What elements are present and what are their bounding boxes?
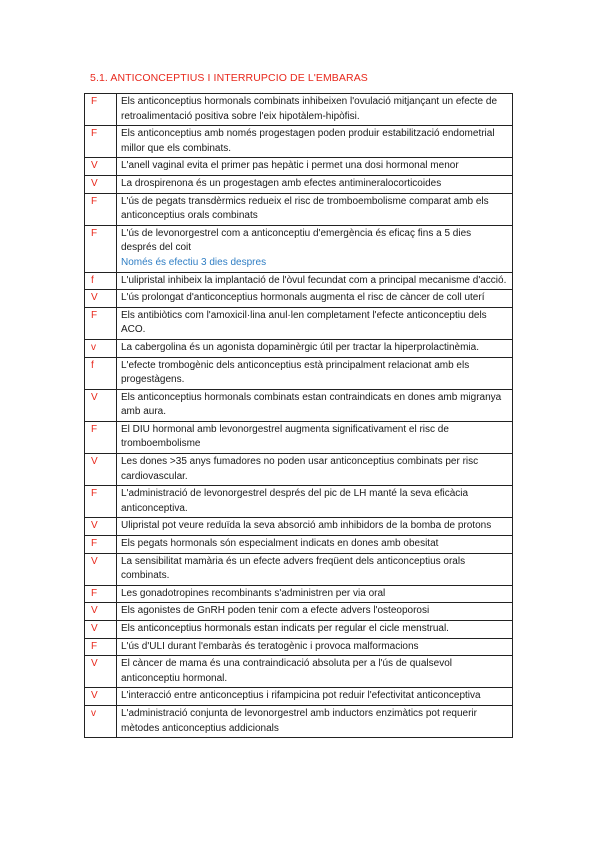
table-row — [85, 272, 513, 290]
statement-cell — [117, 339, 513, 357]
answer-cell: F — [85, 638, 117, 656]
table-row — [85, 389, 513, 421]
statement-cell — [117, 175, 513, 193]
statement-text: L'administració conjunta de levonorgestrel amb inductors enzimàtics pot requerir mètodes anticonceptius addicionals — [121, 707, 477, 734]
statement-cell — [117, 357, 513, 389]
answer-cell: v — [85, 705, 117, 737]
statement-cell — [117, 290, 513, 308]
statement-cell — [117, 553, 513, 585]
answer-cell: V — [85, 175, 117, 193]
statement-text: L'anell vaginal evita el primer pas hepàtic i permet una dosi hormonal menor — [121, 160, 459, 172]
statement-cell — [117, 454, 513, 486]
answer-cell: F — [85, 193, 117, 225]
statement-cell — [117, 536, 513, 554]
answer-cell: F — [85, 94, 117, 126]
answer-cell: V — [85, 290, 117, 308]
answer-cell: F — [85, 585, 117, 603]
answer-cell: F — [85, 225, 117, 272]
table-body — [85, 94, 513, 738]
statement-cell — [117, 585, 513, 603]
statement-cell — [117, 307, 513, 339]
table-row — [85, 290, 513, 308]
statement-text: L'ús d'ULI durant l'embaràs és teratogènic i provoca malformacions — [121, 640, 419, 652]
answer-cell: F — [85, 486, 117, 518]
correction-note: Només és efectiu 3 dies despres — [121, 256, 267, 268]
table-row — [85, 621, 513, 639]
statement-text: Els anticonceptius hormonals combinats estan contraindicats en dones amb migranya amb aura. — [121, 391, 502, 418]
statement-text: El DIU hormonal amb levonorgestrel augmenta significativament el risc de tromboembolisme — [121, 423, 449, 450]
table-row — [85, 486, 513, 518]
answer-cell: F — [85, 536, 117, 554]
answer-cell: V — [85, 553, 117, 585]
statement-text: Els anticonceptius amb només progestagen poden produir estabilització endometrial millor que els combinats. — [121, 128, 495, 154]
table-row — [85, 518, 513, 536]
answer-cell: V — [85, 688, 117, 706]
statement-text: La drospirenona és un progestagen amb efectes antimineralocorticoides — [121, 177, 442, 189]
table-row — [85, 225, 513, 272]
statement-text: La cabergolina és un agonista dopaminèrgic útil per tractar la hiperprolactinèmia. — [121, 341, 479, 353]
table-row — [85, 126, 513, 158]
statement-text: L'efecte trombogènic dels anticonceptius està principalment relacionat amb els progestàgens. — [121, 359, 470, 386]
table-row — [85, 656, 513, 688]
table-row — [85, 193, 513, 225]
table-row — [85, 705, 513, 737]
statement-text: Els anticonceptius hormonals combinats inhibeixen l'ovulació mitjançant un efecte de retroalimentació positiva sobre l'eix hipotàlem-hipòfisi. — [121, 96, 498, 122]
table-row — [85, 688, 513, 706]
statement-text: Ulipristal pot veure reduïda la seva absorció amb inhibidors de la bomba de protons — [121, 520, 492, 532]
answer-cell: f — [85, 272, 117, 290]
statement-cell — [117, 193, 513, 225]
statement-text: Els antibiòtics com l'amoxicil·lina anul·len completament l'efecte anticonceptiu dels ACO. — [121, 309, 487, 336]
answer-cell: F — [85, 126, 117, 158]
statement-cell — [117, 486, 513, 518]
statement-text: Els pegats hormonals són especialment indicats en dones amb obesitat — [121, 538, 439, 550]
statement-text: L'ús de pegats transdèrmics redueix el risc de tromboembolisme comparat amb els anticonceptius orals combinats — [121, 195, 489, 222]
table-row — [85, 307, 513, 339]
table-row — [85, 339, 513, 357]
statement-cell — [117, 225, 513, 272]
answer-cell: V — [85, 158, 117, 176]
table-row — [85, 158, 513, 176]
statement-text: La sensibilitat mamària és un efecte advers freqüent dels anticonceptius orals combinats. — [121, 555, 466, 582]
table-row — [85, 357, 513, 389]
statement-cell — [117, 272, 513, 290]
table-row — [85, 603, 513, 621]
statement-text: L'ulipristal inhibeix la implantació de l'òvul fecundat com a principal mecanisme d'acció. — [121, 274, 507, 286]
statement-cell — [117, 656, 513, 688]
table-row — [85, 421, 513, 453]
statement-cell — [117, 389, 513, 421]
statement-cell — [117, 126, 513, 158]
answer-cell: V — [85, 454, 117, 486]
statement-cell — [117, 158, 513, 176]
statement-cell — [117, 705, 513, 737]
answer-cell: V — [85, 621, 117, 639]
statement-text: L'ús prolongat d'anticonceptius hormonals augmenta el risc de càncer de coll uterí — [121, 292, 485, 304]
table-row — [85, 536, 513, 554]
table-row — [85, 585, 513, 603]
table-row — [85, 454, 513, 486]
statement-cell — [117, 421, 513, 453]
answer-cell: f — [85, 357, 117, 389]
answer-cell: V — [85, 603, 117, 621]
statement-text: El càncer de mama és una contraindicació absoluta per a l'ús de qualsevol anticonceptiu hormonal. — [121, 658, 452, 684]
table-row — [85, 94, 513, 126]
statement-cell — [117, 94, 513, 126]
statement-text: L'ús de levonorgestrel com a anticonceptiu d'emergència és eficaç fins a 5 dies després del coit — [121, 227, 472, 254]
statement-text: Les gonadotropines recombinants s'administren per via oral — [121, 587, 386, 599]
statement-text: Els anticonceptius hormonals estan indicats per regular el cicle menstrual. — [121, 623, 449, 634]
statement-cell — [117, 638, 513, 656]
table-row — [85, 175, 513, 193]
answer-cell: F — [85, 307, 117, 339]
table-row — [85, 638, 513, 656]
section-title: 5.1. ANTICONCEPTIUS I INTERRUPCIO DE L'EMBARAS — [90, 72, 368, 84]
statement-text: L'interacció entre anticonceptius i rifampicina pot reduir l'efectivitat anticonceptiva — [121, 690, 481, 702]
statement-cell — [117, 603, 513, 621]
answer-cell: F — [85, 421, 117, 453]
answer-cell: V — [85, 656, 117, 688]
statement-cell — [117, 518, 513, 536]
true-false-table — [84, 93, 513, 738]
statement-cell — [117, 688, 513, 706]
statement-text: Els agonistes de GnRH poden tenir com a efecte advers l'osteoporosi — [121, 605, 430, 617]
statement-cell — [117, 621, 513, 639]
statement-text: Les dones >35 anys fumadores no poden usar anticonceptius combinats per risc cardiovascular. — [121, 456, 479, 482]
answer-cell: V — [85, 389, 117, 421]
table-row — [85, 553, 513, 585]
statement-text: L'administració de levonorgestrel després del pic de LH manté la seva eficàcia anticonceptiva. — [121, 488, 469, 514]
answer-cell: V — [85, 518, 117, 536]
answer-cell: v — [85, 339, 117, 357]
